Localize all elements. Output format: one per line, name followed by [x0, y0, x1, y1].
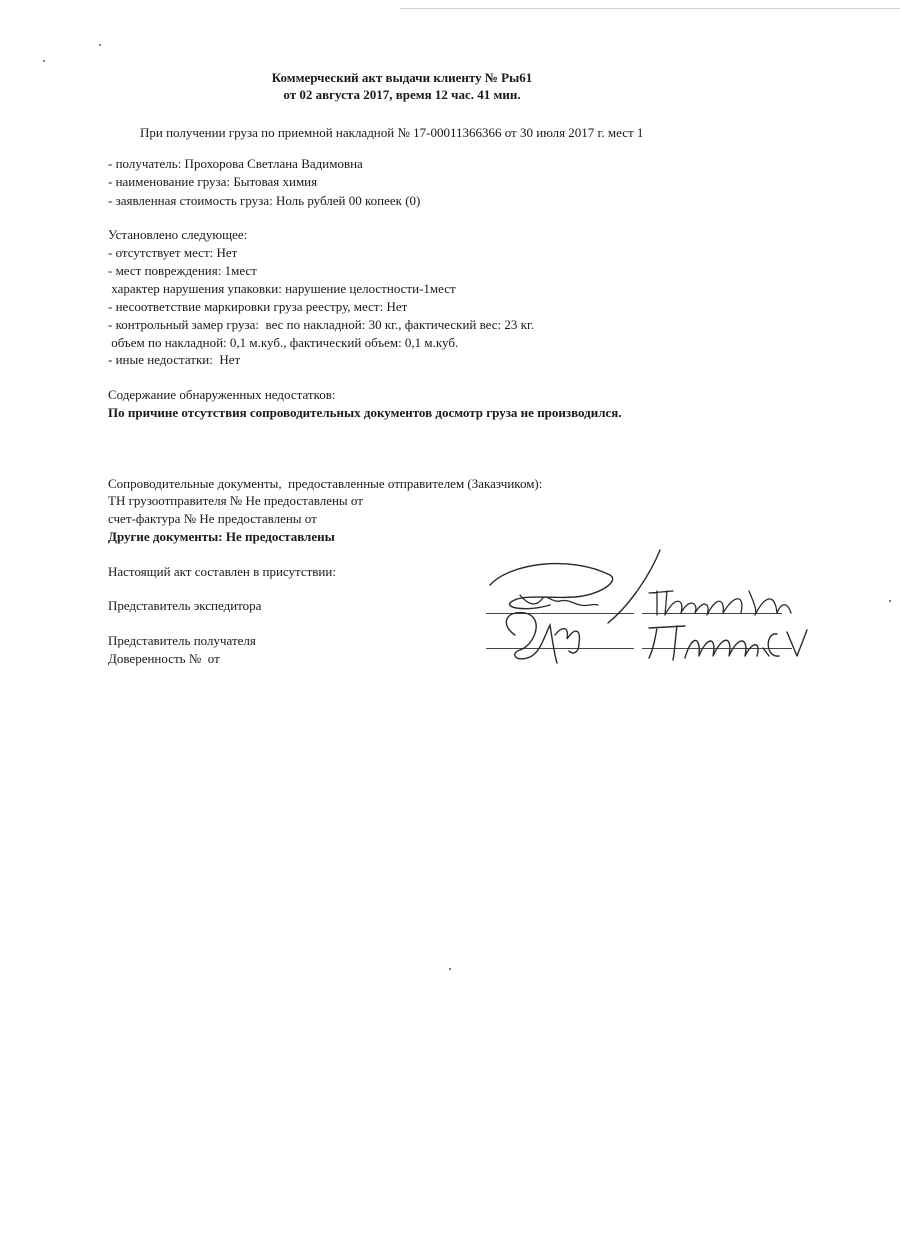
finding-item: - отсутствует мест: Нет — [108, 245, 238, 260]
recipient-handwritten-name — [645, 618, 825, 668]
scan-speck — [889, 600, 891, 602]
power-of-attorney: Доверенность № от — [108, 651, 220, 666]
document-title: Коммерческий акт выдачи клиенту № Ры61 — [271, 70, 533, 85]
presence-text: Настоящий акт составлен в присутствии: — [108, 564, 336, 579]
forwarder-handwritten-name — [645, 585, 795, 621]
finding-item: - иные недостатки: Нет — [108, 352, 241, 367]
defects-text: По причине отсутствия сопроводительных документов досмотр груза не производился. — [108, 405, 622, 420]
forwarder-label: Представитель экспедитора — [108, 598, 262, 613]
scan-speck — [99, 44, 101, 46]
findings-heading: Установлено следующее: — [108, 227, 248, 242]
recipient-handwritten-signature — [495, 605, 590, 665]
scan-speck — [449, 968, 451, 970]
finding-item: - контрольный замер груза: вес по накладной: 30 кг., фактический вес: 23 кг. — [108, 317, 535, 332]
documents-invoice: счет-фактура № Не предоставлены от — [108, 511, 317, 526]
finding-item: - несоответствие маркировки груза реестру, мест: Нет — [108, 299, 408, 314]
recipient-label: Представитель получателя — [108, 633, 256, 648]
documents-heading: Сопроводительные документы, предоставленные отправителем (Заказчиком): — [108, 476, 543, 491]
finding-item: характер нарушения упаковки: нарушение целостности-1мест — [108, 281, 456, 296]
documents-tn: ТН грузоотправителя № Не предоставлены от — [108, 493, 363, 508]
cargo-name: - наименование груза: Бытовая химия — [108, 174, 318, 189]
document-date: от 02 августа 2017, время 12 час. 41 мин. — [283, 87, 521, 102]
scan-edge-line — [400, 8, 900, 9]
cargo-recipient: - получатель: Прохорова Светлана Вадимовна — [108, 156, 363, 171]
documents-other: Другие документы: Не предоставлены — [108, 529, 335, 544]
finding-item: объем по накладной: 0,1 м.куб., фактический объем: 0,1 м.куб. — [108, 335, 459, 350]
intro-text: При получении груза по приемной накладной № 17-00011366366 от 30 июля 2017 г. мест 1 — [140, 125, 644, 140]
finding-item: - мест повреждения: 1мест — [108, 263, 257, 278]
scan-speck — [43, 60, 45, 62]
cargo-declared-value: - заявленная стоимость груза: Ноль рублей 00 копеек (0) — [108, 193, 421, 208]
defects-heading: Содержание обнаруженных недостатков: — [108, 387, 336, 402]
